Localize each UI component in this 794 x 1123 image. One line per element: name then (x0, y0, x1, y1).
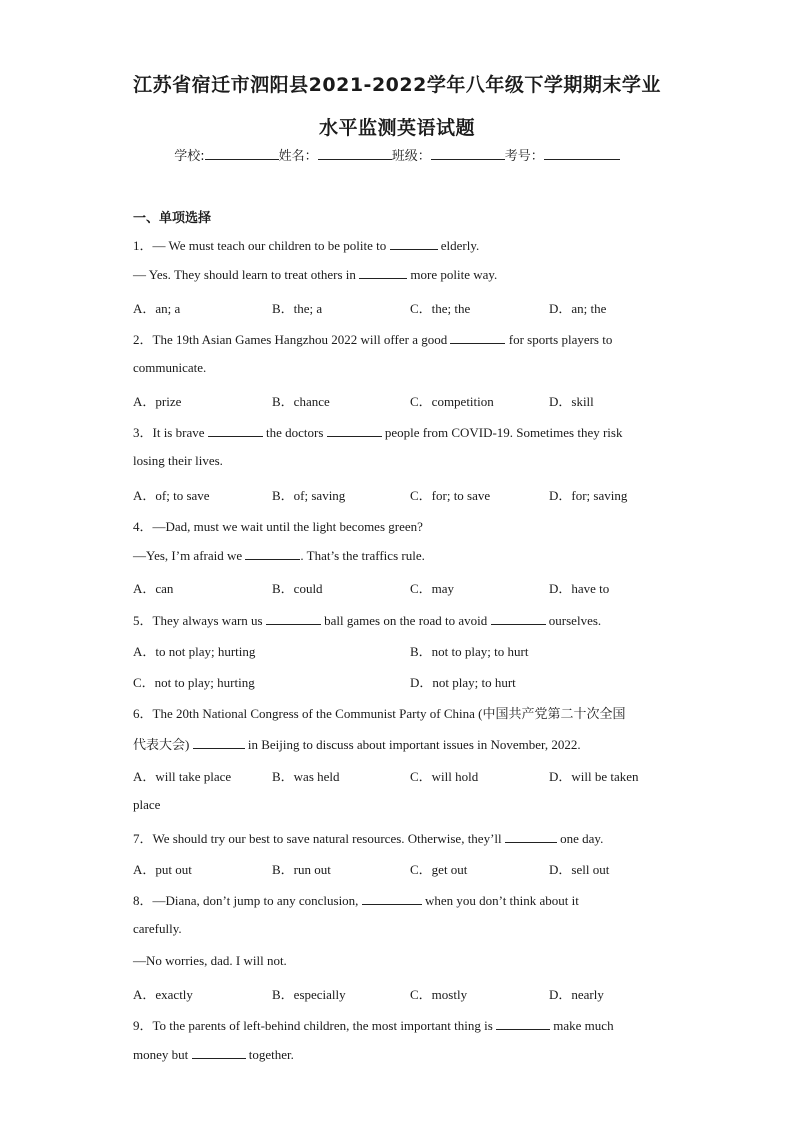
option-d: D．will be taken (549, 769, 639, 784)
question-8-line-3: —No worries, dad. I will not. (133, 953, 287, 968)
option-c: C．for; to save (410, 488, 491, 503)
option-a: A．exactly (133, 987, 193, 1002)
question-9-line-1: 9．To the parents of left-behind children, the most important thing is make much (133, 1018, 614, 1033)
question-4-line-2: —Yes, I’m afraid we . That’s the traffics rule. (133, 548, 425, 563)
answer-blank (491, 612, 546, 625)
option-d: D．an; the (549, 301, 607, 316)
question-4-line-1: 4．—Dad, must we wait until the light becomes green? (133, 519, 423, 534)
question-7-line-1: 7．We should try our best to save natural resources. Otherwise, they’ll one day. (133, 831, 604, 846)
option-d: D．skill (549, 394, 594, 409)
answer-blank (208, 424, 263, 437)
option-a: A．put out (133, 862, 192, 877)
option-d: D．for; saving (549, 488, 628, 503)
question-6-line-2: 代表大会) in Beijing to discuss about important issues in November, 2022. (133, 737, 581, 752)
option-a: A．an; a (133, 301, 181, 316)
question-3-line-1: 3．It is brave the doctors people from COVID-19. Sometimes they risk (133, 425, 623, 440)
option-c: C．not to play; hurting (133, 675, 255, 690)
option-a: A．will take place (133, 769, 232, 784)
answer-blank (496, 1017, 550, 1030)
option-b: B．could (272, 581, 323, 596)
option-c: C．competition (410, 394, 494, 409)
option-c: C．mostly (410, 987, 468, 1002)
answer-blank (390, 237, 438, 250)
answer-blank (245, 547, 300, 560)
option-c: C．the; the (410, 301, 471, 316)
option-b: B．was held (272, 769, 340, 784)
option-b: B．the; a (272, 301, 323, 316)
option-d: D．have to (549, 581, 610, 596)
question-6-line-1: 6．The 20th National Congress of the Communist Party of China (中国共产党第二十次全国 (133, 706, 626, 721)
answer-blank (362, 892, 422, 905)
answer-blank (505, 830, 557, 843)
answer-blank (327, 424, 382, 437)
exam-title-line-1: 江苏省宿迁市泗阳县2021-2022学年八年级下学期期末学业 (133, 74, 661, 96)
option-b: B．run out (272, 862, 331, 877)
answer-blank (193, 736, 245, 749)
answer-blank (450, 331, 505, 344)
answer-blank (192, 1046, 246, 1059)
option-b: B．especially (272, 987, 346, 1002)
option-c: C．get out (410, 862, 468, 877)
question-8-line-2: carefully. (133, 921, 182, 936)
exam-no-label: 考号： (504, 149, 544, 164)
option-b: B．chance (272, 394, 330, 409)
exam-title-line-2: 水平监测英语试题 (318, 117, 475, 139)
class-blank[interactable] (431, 146, 505, 160)
school-label: 学校: (174, 149, 205, 164)
option-b: B．not to play; to hurt (410, 644, 529, 659)
student-info-row (0, 145, 794, 164)
option-a: A．prize (133, 394, 182, 409)
answer-blank (359, 266, 407, 279)
class-label: 班级： (391, 149, 431, 164)
school-blank[interactable] (205, 146, 279, 160)
answer-blank (266, 612, 321, 625)
option-d: D．not play; to hurt (410, 675, 516, 690)
question-2-line-1: 2．The 19th Asian Games Hangzhou 2022 will offer a good for sports players to (133, 332, 613, 347)
option-b: B．of; saving (272, 488, 346, 503)
option-c: C．may (410, 581, 455, 596)
question-2-line-2: communicate. (133, 360, 207, 375)
name-label: 姓名： (278, 149, 318, 164)
question-3-line-2: losing their lives. (133, 453, 223, 468)
question-9-line-2: money but together. (133, 1047, 294, 1062)
question-1-line-1: 1．— We must teach our children to be polite to elderly. (133, 238, 480, 253)
option-a: A．can (133, 581, 174, 596)
section-heading: 一、单项选择 (133, 211, 212, 226)
question-8-line-1: 8．—Diana, don’t jump to any conclusion, when you don’t think about it (133, 893, 579, 908)
option-a: A．of; to save (133, 488, 210, 503)
question-5-line-1: 5．They always warn us ball games on the road to avoid ourselves. (133, 613, 602, 628)
option-c: C．will hold (410, 769, 479, 784)
option-d-wrap: place (133, 797, 161, 812)
option-a: A．to not play; hurting (133, 644, 256, 659)
exam-no-blank[interactable] (544, 146, 620, 160)
option-d: D．sell out (549, 862, 610, 877)
question-1-line-2: — Yes. They should learn to treat others in more polite way. (133, 267, 498, 282)
name-blank[interactable] (318, 146, 392, 160)
option-d: D．nearly (549, 987, 604, 1002)
